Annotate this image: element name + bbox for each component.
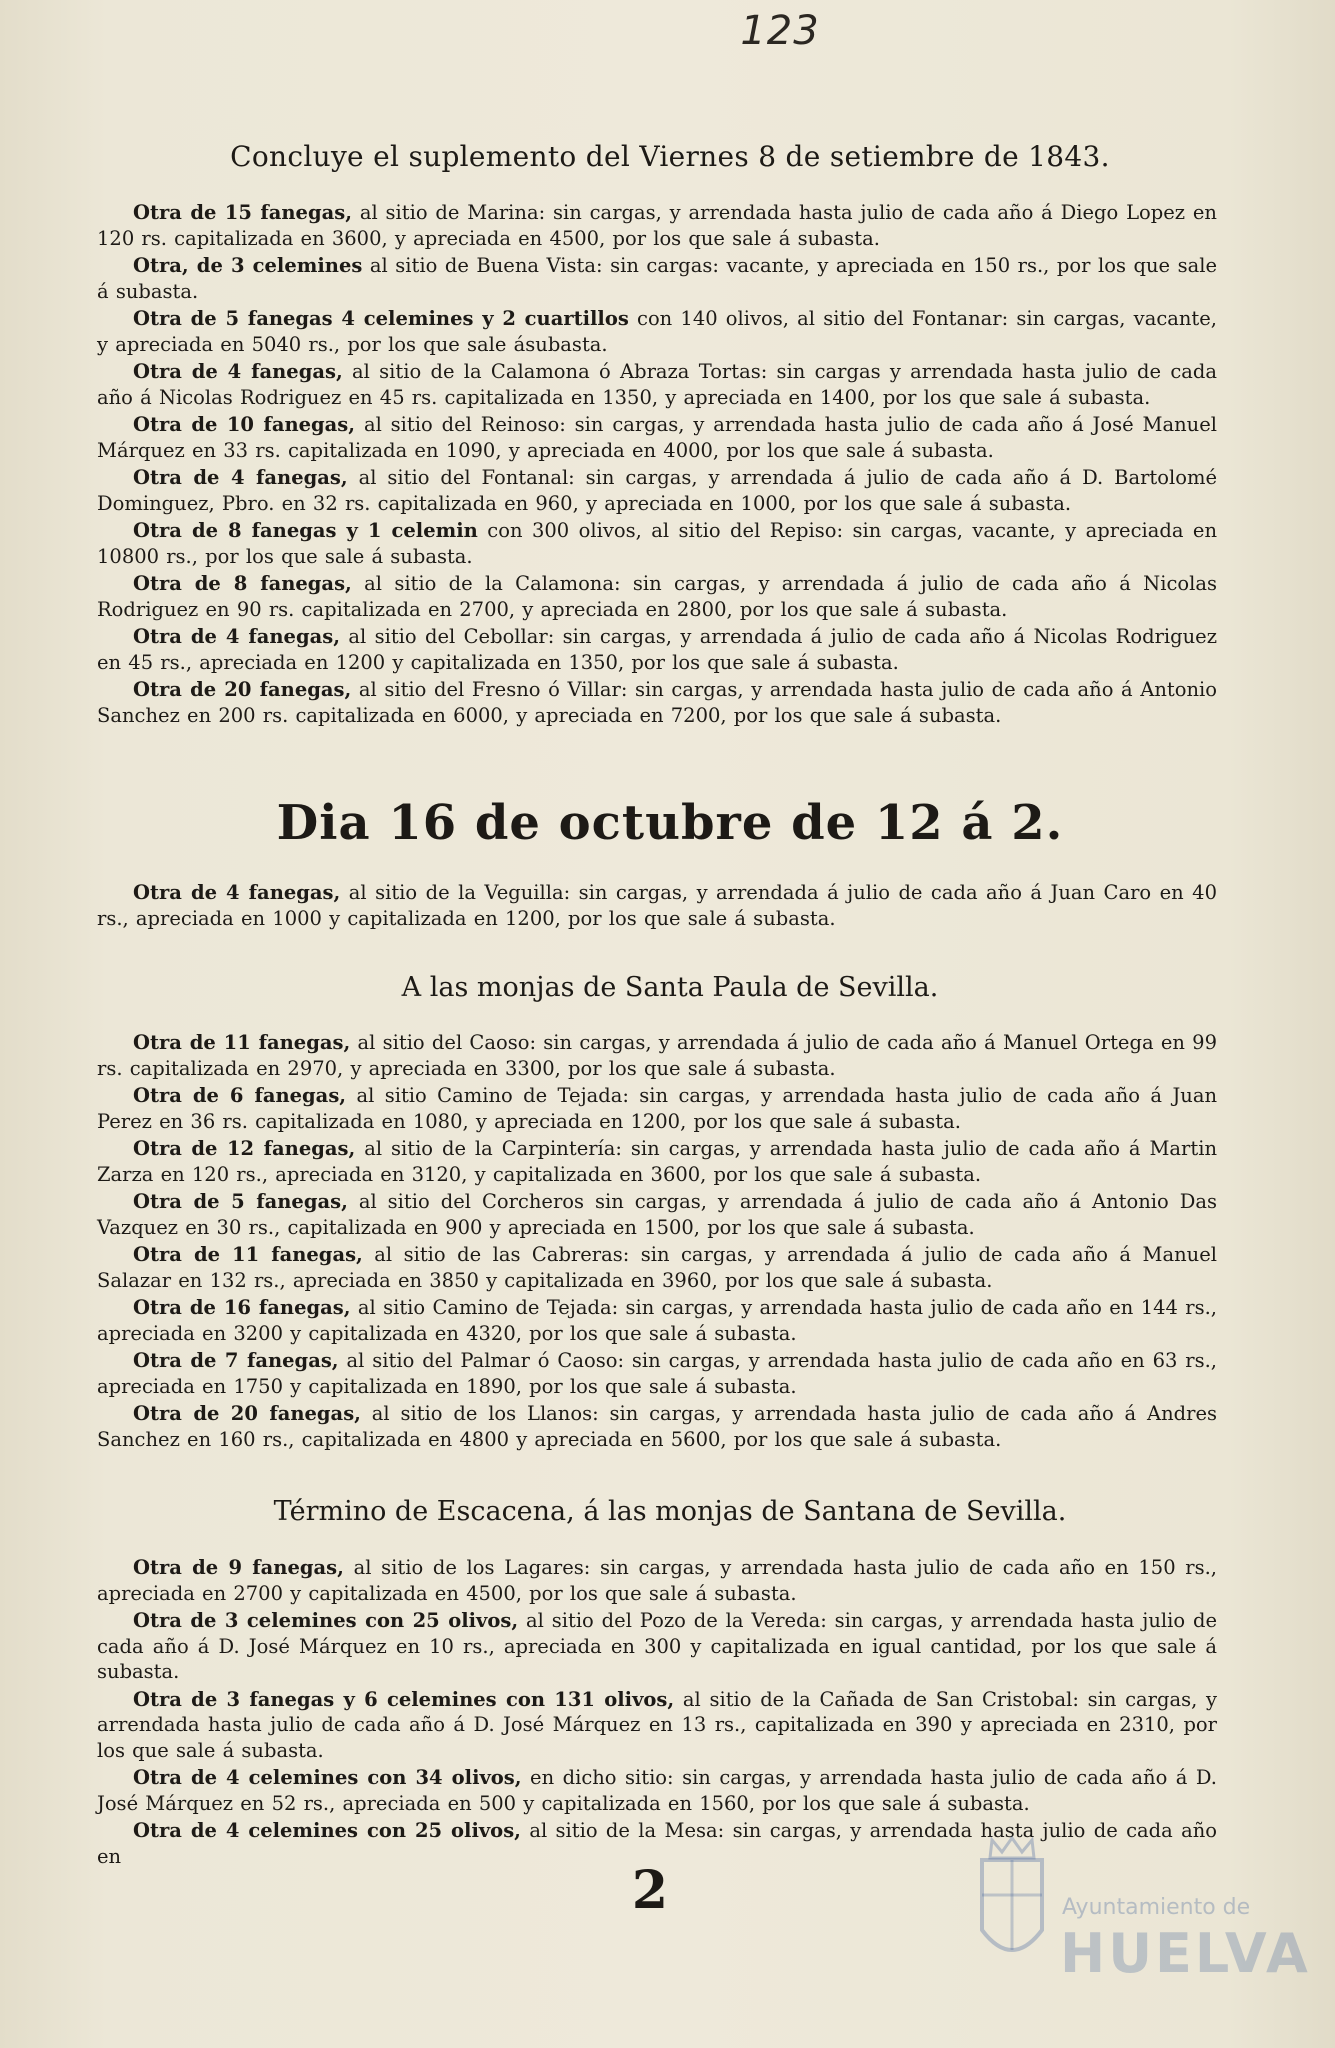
listing-paragraph bbox=[97, 412, 1217, 463]
listing-lead: Otra de 4 fanegas, bbox=[133, 881, 341, 904]
listing-lead: Otra de 4 fanegas, bbox=[133, 360, 343, 383]
listing-lead: Otra de 12 fanegas, bbox=[133, 1137, 356, 1160]
listing-paragraph bbox=[97, 1608, 1217, 1685]
signature-mark: 2 bbox=[631, 1860, 669, 1921]
listing-lead: Otra de 11 fanegas, bbox=[133, 1243, 363, 1266]
listing-lead: Otra de 15 fanegas, bbox=[133, 201, 352, 224]
listing-paragraph bbox=[97, 880, 1217, 931]
date-heading: Dia 16 de octubre de 12 á 2. bbox=[276, 795, 1064, 851]
listing-lead: Otra de 3 fanegas y 6 celemines con 131 olivos, bbox=[133, 1687, 675, 1711]
listing-text: al sitio del Fresno ó Villar: sin cargas, y arrendada hasta julio de cada año á Antonio Sanchez en 200 rs. capitalizada en 6000, y apreciada en 7200, por los que sale á subasta. bbox=[97, 678, 1217, 727]
heading-escacena: Término de Escacena, á las monjas de Santana de Sevilla. bbox=[273, 1496, 1067, 1527]
document-header: Concluye el suplemento del Viernes 8 de setiembre de 1843. bbox=[230, 140, 1110, 173]
listing-lead: Otra de 8 fanegas, bbox=[133, 572, 352, 595]
listing-lead: Otra de 8 fanegas y 1 celemin bbox=[133, 519, 478, 542]
listing-text: en dicho sitio: sin cargas, y arrendada hasta julio de cada año á D. José Márquez en 52 rs., apreciada en 500 y capitalizada en 1560, por los que sale á subasta. bbox=[97, 1766, 1218, 1815]
watermark-line-2: HUELVA bbox=[1060, 1922, 1311, 1985]
listing-lead: Otra de 5 fanegas 4 celemines y 2 cuartillos bbox=[133, 307, 629, 330]
listing-lead: Otra de 4 fanegas, bbox=[133, 625, 341, 648]
listing-paragraph bbox=[97, 200, 1217, 251]
listing-lead: Otra, de 3 celemines bbox=[133, 254, 363, 277]
listing-text: al sitio del Palmar ó Caoso: sin cargas, y arrendada hasta julio de cada año en 63 rs., apreciada en 1750 y capitalizada en 1890, por los que sale á subasta. bbox=[97, 1349, 1218, 1398]
listing-lead: Otra de 4 fanegas, bbox=[133, 466, 348, 489]
section-listings-2 bbox=[97, 880, 1217, 933]
listing-text: al sitio del Caoso: sin cargas, y arrendada á julio de cada año á Manuel Ortega en 99 rs. capitalizada en 2970, y apreciada en 3300, por los que sale á subasta. bbox=[97, 1031, 1217, 1080]
listing-text: con 140 olivos, al sitio del Fontanar: sin cargas, vacante, y apreciada en 5040 rs., por los que sale ásubasta. bbox=[97, 307, 1217, 356]
listing-text: al sitio de los Lagares: sin cargas, y arrendada hasta julio de cada año en 150 rs., apreciada en 2700 y capitalizada en 4500, por los que sale á subasta. bbox=[97, 1556, 1218, 1605]
listing-lead: Otra de 11 fanegas, bbox=[133, 1031, 351, 1054]
listing-paragraph bbox=[97, 1030, 1217, 1081]
listing-paragraph bbox=[97, 1555, 1217, 1606]
listing-lead: Otra de 4 celemines con 25 olivos, bbox=[133, 1819, 521, 1842]
listing-lead: Otra de 20 fanegas, bbox=[133, 1402, 361, 1425]
listing-paragraph bbox=[97, 1242, 1217, 1293]
archive-watermark bbox=[960, 1800, 1311, 2020]
listing-paragraph bbox=[97, 1136, 1217, 1187]
coat-of-arms-icon bbox=[962, 1820, 1062, 1980]
listing-text: al sitio de Marina: sin cargas, y arrendada hasta julio de cada año á Diego Lopez en 120 rs. capitalizada en 3600, y apreciada en 4500, por los que sale á subasta. bbox=[97, 201, 1217, 250]
listing-lead: Otra de 5 fanegas, bbox=[133, 1190, 348, 1213]
listing-text: al sitio del Pozo de la Vereda: sin cargas, y arrendada hasta julio de cada año á D. José Márquez en 10 rs., apreciada en 300 y capitalizada en igual cantidad, por los que sale á subasta. bbox=[97, 1609, 1217, 1683]
listing-paragraph bbox=[97, 253, 1217, 304]
listing-text: al sitio de la Calamona: sin cargas, y arrendada á julio de cada año á Nicolas Rodriguez en 90 rs. capitalizada en 2700, y apreciada en 2800, por los que sale á subasta. bbox=[97, 572, 1217, 621]
listing-lead: Otra de 6 fanegas, bbox=[133, 1084, 347, 1107]
listing-lead: Otra de 10 fanegas, bbox=[133, 413, 356, 436]
listing-paragraph bbox=[97, 359, 1217, 410]
listing-lead: Otra de 3 celemines con 25 olivos, bbox=[133, 1609, 519, 1632]
listing-paragraph bbox=[97, 1189, 1217, 1240]
listing-text: al sitio de la Veguilla: sin cargas, y arrendada á julio de cada año á Juan Caro en 40 rs., apreciada en 1000 y capitalizada en 1200, por los que sale á subasta. bbox=[97, 881, 1217, 930]
watermark-line-1: Ayuntamiento de bbox=[1062, 1895, 1251, 1920]
listing-text: al sitio de los Llanos: sin cargas, y arrendada hasta julio de cada año á Andres Sanchez en 160 rs., capitalizada en 4800 y apreciada en 5600, por los que sale á subasta. bbox=[97, 1402, 1217, 1451]
listing-lead: Otra de 4 celemines con 34 olivos, bbox=[133, 1766, 522, 1789]
listing-paragraph bbox=[97, 1295, 1217, 1346]
listing-lead: Otra de 9 fanegas, bbox=[133, 1556, 344, 1579]
listing-text: al sitio de la Cañada de San Cristobal: sin cargas, y arrendada hasta julio de cada año á D. José Márquez en 13 rs., capitalizada en 390 y apreciada en 2310, por los que sale á subasta. bbox=[97, 1687, 1218, 1762]
listing-text: al sitio de las Cabreras: sin cargas, y arrendada á julio de cada año á Manuel Salazar en 132 rs., apreciada en 3850 y capitalizada en 3960, por los que sale á subasta. bbox=[97, 1243, 1217, 1292]
listing-text: al sitio del Reinoso: sin cargas, y arrendada hasta julio de cada año á José Manuel Márquez en 33 rs. capitalizada en 1090, y apreciada en 4000, por los que sale á subasta. bbox=[97, 413, 1218, 462]
listing-paragraph bbox=[97, 624, 1217, 675]
listing-text: al sitio del Fontanal: sin cargas, y arrendada á julio de cada año á D. Bartolomé Dominguez, Pbro. en 32 rs. capitalizada en 960, y apreciada en 1000, por los que sale á subasta. bbox=[97, 466, 1217, 515]
listing-text: al sitio del Corcheros sin cargas, y arrendada á julio de cada año á Antonio Das Vazquez en 30 rs., capitalizada en 900 y apreciada en 1500, por los que sale á subasta. bbox=[97, 1190, 1217, 1239]
listing-paragraph bbox=[97, 1687, 1217, 1764]
handwritten-page-number: 123 bbox=[740, 8, 820, 54]
listing-text: con 300 olivos, al sitio del Repiso: sin cargas, vacante, y apreciada en 10800 rs., por los que sale á subasta. bbox=[97, 519, 1218, 568]
heading-santa-paula: A las monjas de Santa Paula de Sevilla. bbox=[401, 972, 939, 1003]
section-listings-3 bbox=[97, 1030, 1217, 1454]
listing-text: al sitio de la Carpintería: sin cargas, y arrendada hasta julio de cada año á Martin Zarza en 120 rs., apreciada en 3120, y capitalizada en 3600, por los que sale á subasta. bbox=[97, 1137, 1217, 1186]
listing-text: al sitio Camino de Tejada: sin cargas, y arrendada hasta julio de cada año á Juan Perez en 36 rs. capitalizada en 1080, y apreciada en 1200, por los que sale á subasta. bbox=[97, 1084, 1217, 1133]
listing-lead: Otra de 20 fanegas, bbox=[133, 678, 352, 701]
section-listings-1 bbox=[97, 200, 1217, 730]
listing-lead: Otra de 16 fanegas, bbox=[133, 1296, 351, 1319]
listing-text: al sitio Camino de Tejada: sin cargas, y arrendada hasta julio de cada año en 144 rs., apreciada en 3200 y capitalizada en 4320, por los que sale á subasta. bbox=[97, 1296, 1217, 1345]
listing-lead: Otra de 7 fanegas, bbox=[133, 1349, 339, 1372]
listing-text: al sitio de la Calamona ó Abraza Tortas: sin cargas y arrendada hasta julio de cada año á Nicolas Rodriguez en 45 rs. capitalizada en 1350, y apreciada en 1400, por los que sale á subasta. bbox=[97, 360, 1217, 409]
listing-text: al sitio de la Mesa: sin cargas, y arrendada hasta julio de cada año en bbox=[97, 1819, 1218, 1868]
listing-paragraph bbox=[97, 1401, 1217, 1452]
listing-paragraph bbox=[97, 1083, 1217, 1134]
listing-text: al sitio del Cebollar: sin cargas, y arrendada á julio de cada año á Nicolas Rodriguez en 45 rs., apreciada en 1200 y capitalizada en 1350, por los que sale á subasta. bbox=[97, 625, 1218, 674]
listing-paragraph bbox=[97, 677, 1217, 728]
listing-text: al sitio de Buena Vista: sin cargas: vacante, y apreciada en 150 rs., por los que sale á subasta. bbox=[97, 254, 1217, 303]
listing-paragraph bbox=[97, 1348, 1217, 1399]
listing-paragraph bbox=[97, 465, 1217, 516]
listing-paragraph bbox=[97, 571, 1217, 622]
listing-paragraph bbox=[97, 518, 1217, 569]
listing-paragraph bbox=[97, 306, 1217, 357]
